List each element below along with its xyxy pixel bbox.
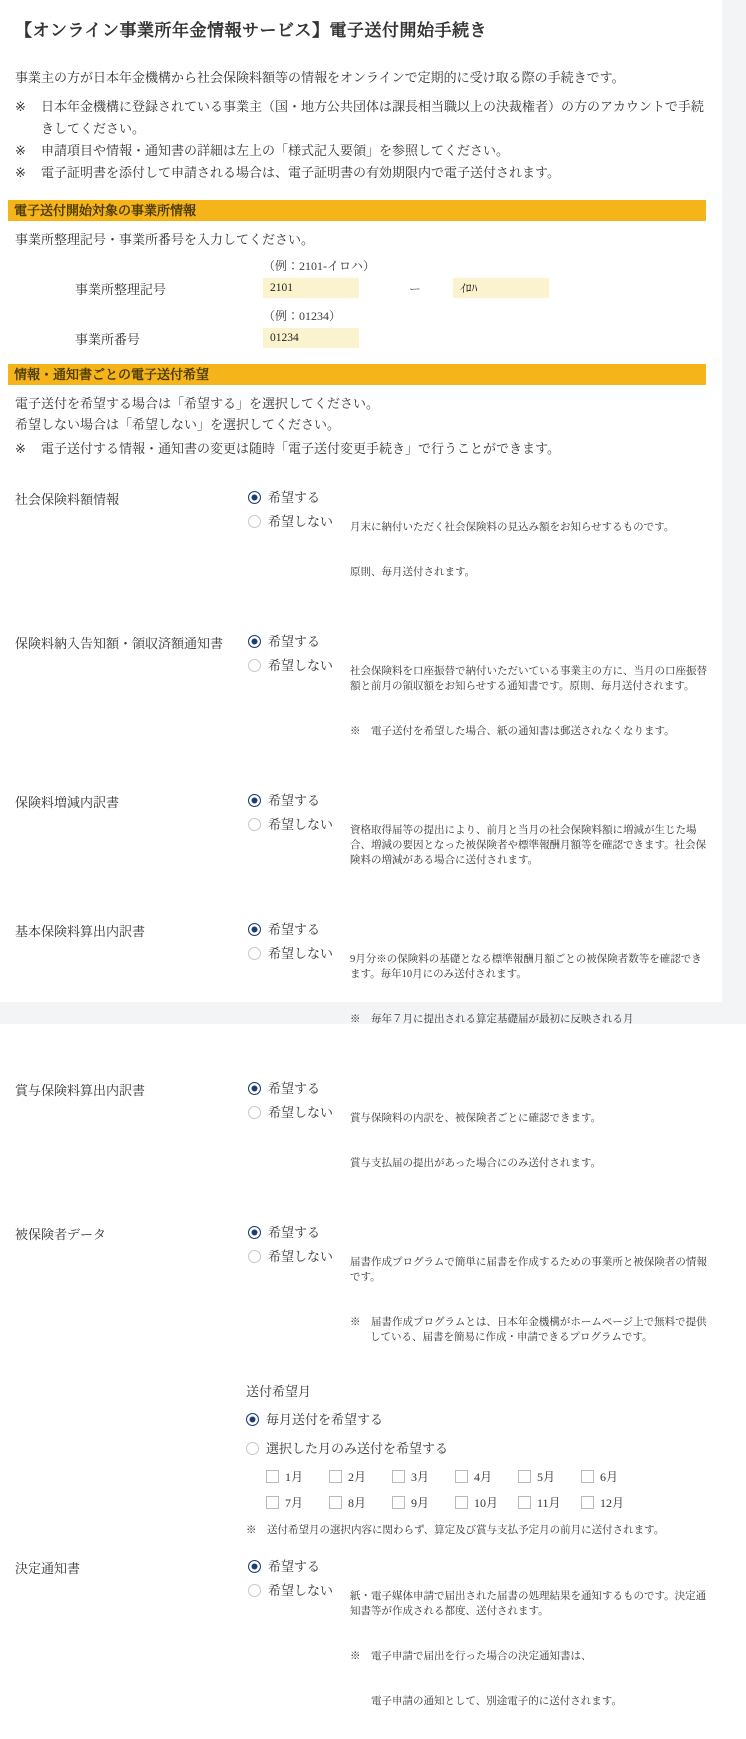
item-description xyxy=(350,1079,712,1201)
radio-group xyxy=(248,488,350,531)
item-label: 被保険者データ xyxy=(15,1227,107,1242)
radio-group xyxy=(248,1223,350,1266)
month-checkbox[interactable] xyxy=(455,1496,468,1509)
radio-label: 希望しない xyxy=(268,817,334,832)
month-option-nov[interactable] xyxy=(518,1494,581,1511)
description-line: 資格取得届等の提出により、前月と当月の社会保険料額に増減が生じた場合、増減の要因となった被保険者や標準報酬月額等を確認できます。社会保険料の増減がある場合に送付されます。 xyxy=(350,825,707,866)
radio-group xyxy=(248,920,350,963)
description-note-line: ※ 電子送付を希望した場合、紙の通知書は郵送されなくなります。 xyxy=(350,726,675,737)
radio-label: 希望しない xyxy=(268,1583,334,1598)
month-checkbox[interactable] xyxy=(329,1470,342,1483)
radio-label: 希望しない xyxy=(268,1105,334,1120)
month-checkbox[interactable] xyxy=(392,1496,405,1509)
radio-label: 希望しない xyxy=(268,514,334,529)
month-label: 6月 xyxy=(600,1470,619,1484)
office-number-input[interactable] xyxy=(263,328,359,348)
section-header-office: 電子送付開始対象の事業所情報 xyxy=(8,200,706,221)
note-item xyxy=(15,140,707,162)
month-option-may[interactable] xyxy=(518,1468,581,1485)
item-row-nonyu-kokuchi xyxy=(15,632,712,769)
radio-label: 希望する xyxy=(268,490,321,505)
radio-label: 希望しない xyxy=(268,946,334,961)
month-label: 2月 xyxy=(348,1470,367,1484)
note-item xyxy=(15,162,707,184)
radio-option-yes[interactable] xyxy=(248,1223,350,1242)
description-line: 賞与保険料の内訳を、被保険者ごとに確認できます。 xyxy=(350,1113,602,1124)
item-description xyxy=(350,1223,712,1375)
month-label: 5月 xyxy=(537,1470,556,1484)
radio-label: 希望する xyxy=(268,922,321,937)
radio-option-every-month[interactable] xyxy=(246,1410,712,1429)
radio-option-no[interactable] xyxy=(248,1103,350,1122)
month-option-jan[interactable] xyxy=(266,1468,329,1485)
radio-icon[interactable] xyxy=(248,635,261,648)
month-option-dec[interactable] xyxy=(581,1494,644,1511)
radio-option-yes[interactable] xyxy=(248,920,350,939)
item-description xyxy=(350,1557,712,1739)
month-option-apr[interactable] xyxy=(455,1468,518,1485)
month-label: 8月 xyxy=(348,1496,367,1510)
radio-option-no[interactable] xyxy=(248,512,350,531)
description-line: 原則、毎月送付されます。 xyxy=(350,567,476,578)
month-option-oct[interactable] xyxy=(455,1494,518,1511)
note-text: 日本年金機構に登録されている事業主（国・地方公共団体は課長相当職以上の決裁権者）の方のアカウントで手続きしてください。 xyxy=(41,99,704,136)
description-note-line: ※ 電子申請で届出を行った場合の決定通知書は、 xyxy=(350,1651,592,1662)
description-line: 社会保険料を口座振替で納付いただいている事業主の方に、当月の口座振替額と前月の領収額をお知らせする通知書です。原則、毎月送付されます。 xyxy=(350,666,707,692)
radio-label: 希望しない xyxy=(268,1249,334,1264)
month-block-title: 送付希望月 xyxy=(246,1384,312,1399)
month-checkbox[interactable] xyxy=(392,1470,405,1483)
note-marker: ※ xyxy=(15,99,26,114)
note-marker: ※ xyxy=(15,165,26,180)
separator-dash: ー xyxy=(409,281,422,296)
month-label: 9月 xyxy=(411,1496,430,1510)
radio-label: 希望する xyxy=(268,1081,321,1096)
radio-label: 希望する xyxy=(268,1559,321,1574)
radio-label: 希望する xyxy=(268,793,321,808)
radio-icon[interactable] xyxy=(246,1413,259,1426)
month-option-aug[interactable] xyxy=(329,1494,392,1511)
item-description xyxy=(350,920,712,1057)
radio-icon[interactable] xyxy=(248,515,261,528)
page-title: 【オンライン事業所年金情報サービス】電子送付開始手続き xyxy=(15,21,487,40)
office-seiri-kana-input[interactable] xyxy=(453,278,549,298)
bango-field-row xyxy=(0,328,722,348)
description-line: 9月分※の保険料の基礎となる標準報酬月額ごとの被保険者数等を確認できます。毎年10月にのみ送付されます。 xyxy=(350,954,702,980)
radio-group xyxy=(248,1557,350,1600)
month-checkbox[interactable] xyxy=(518,1496,531,1509)
month-label: 4月 xyxy=(474,1470,493,1484)
intro-text: 事業主の方が日本年金機構から社会保険料額等の情報をオンラインで定期的に受け取る際の手続きです。 xyxy=(15,70,625,85)
radio-icon[interactable] xyxy=(248,1560,261,1573)
seiri-example: （例：2101-イロハ） xyxy=(263,259,375,273)
radio-icon[interactable] xyxy=(248,491,261,504)
month-checkbox[interactable] xyxy=(581,1496,594,1509)
preference-instruction-2: 希望しない場合は「希望しない」を選択してください。 xyxy=(15,417,341,432)
item-row-shakai-hokenryo xyxy=(15,488,712,610)
seiri-label: 事業所整理記号 xyxy=(75,281,167,297)
item-description xyxy=(350,791,712,898)
month-label: 1月 xyxy=(285,1470,304,1484)
month-label: 3月 xyxy=(411,1470,430,1484)
item-row-kettei-tsuchisho xyxy=(15,1557,712,1739)
radio-icon[interactable] xyxy=(248,1584,261,1597)
description-line: 月末に納付いただく社会保険料の見込み額をお知らせするものです。 xyxy=(350,522,675,533)
month-checkbox[interactable] xyxy=(266,1496,279,1509)
radio-label: 希望する xyxy=(268,1225,321,1240)
month-checkbox[interactable] xyxy=(455,1470,468,1483)
bango-label: 事業所番号 xyxy=(75,331,141,347)
radio-icon[interactable] xyxy=(248,947,261,960)
description-line: 届書作成プログラムで簡単に届書を作成するための事業所と被保険者の情報です。 xyxy=(350,1257,707,1283)
radio-icon[interactable] xyxy=(248,1226,261,1239)
radio-label: 希望する xyxy=(268,634,321,649)
description-note-line: ※ 毎年７月に提出される算定基礎届が最初に反映される月 xyxy=(350,1014,634,1025)
description-note-line: 電子申請の通知として、別途電子的に送付されます。 xyxy=(350,1696,622,1707)
radio-group xyxy=(248,632,350,675)
item-row-hihokensha-data xyxy=(15,1223,712,1375)
section-header-preference: 情報・通知書ごとの電子送付希望 xyxy=(8,364,706,385)
item-description xyxy=(350,488,712,610)
item-label: 賞与保険料算出内訳書 xyxy=(15,1083,146,1098)
radio-icon[interactable] xyxy=(248,1106,261,1119)
preference-instruction-1: 電子送付を希望する場合は「希望する」を選択してください。 xyxy=(15,396,380,411)
sending-month-block xyxy=(246,1381,712,1537)
note-item xyxy=(15,438,707,460)
item-row-shoyo-sanshutsu xyxy=(15,1079,712,1201)
radio-icon[interactable] xyxy=(248,1082,261,1095)
month-checkbox[interactable] xyxy=(581,1470,594,1483)
month-label: 7月 xyxy=(285,1496,304,1510)
radio-label: 毎月送付を希望する xyxy=(266,1412,384,1427)
item-row-zogen-uchiwake xyxy=(15,791,712,898)
radio-option-no[interactable] xyxy=(248,1581,350,1600)
item-label: 決定通知書 xyxy=(15,1561,81,1576)
radio-icon[interactable] xyxy=(246,1442,259,1455)
radio-icon[interactable] xyxy=(248,659,261,672)
bango-example: （例：01234） xyxy=(263,309,342,323)
radio-option-yes[interactable] xyxy=(248,791,350,810)
preference-note xyxy=(15,438,707,460)
radio-icon[interactable] xyxy=(248,1250,261,1263)
radio-group xyxy=(248,791,350,834)
note-text: 電子証明書を添付して申請される場合は、電子証明書の有効期限内で電子送付されます。 xyxy=(41,165,560,180)
radio-icon[interactable] xyxy=(248,818,261,831)
note-marker: ※ xyxy=(15,143,26,158)
note-marker: ※ xyxy=(15,441,26,456)
preference-items xyxy=(0,488,722,1739)
month-label: 10月 xyxy=(474,1496,499,1510)
radio-option-yes[interactable] xyxy=(248,488,350,507)
office-seiri-code-input[interactable] xyxy=(263,278,359,298)
office-instruction: 事業所整理記号・事業所番号を入力してください。 xyxy=(15,232,315,247)
month-note: ※ 送付希望月の選択内容に関わらず、算定及び賞与支払予定月の前月に送付されます。 xyxy=(246,1525,665,1536)
month-option-sep[interactable] xyxy=(392,1494,455,1511)
month-label: 11月 xyxy=(537,1496,561,1510)
item-description xyxy=(350,632,712,769)
radio-option-no[interactable] xyxy=(248,1247,350,1266)
radio-option-yes[interactable] xyxy=(248,632,350,651)
radio-label: 希望しない xyxy=(268,658,334,673)
radio-option-selected-months[interactable] xyxy=(246,1439,712,1458)
radio-option-no[interactable] xyxy=(248,656,350,675)
month-option-jun[interactable] xyxy=(581,1468,644,1485)
item-row-kihon-sanshutsu xyxy=(15,920,712,1057)
radio-option-no[interactable] xyxy=(248,815,350,834)
description-note-line: ※ 届書作成プログラムとは、日本年金機構がホームページ上で無料で提供している、届書を簡易に作成・申請できるプログラムです。 xyxy=(350,1317,707,1343)
month-checkbox[interactable] xyxy=(329,1496,342,1509)
radio-group xyxy=(248,1079,350,1122)
month-label: 12月 xyxy=(600,1496,625,1510)
month-checkbox[interactable] xyxy=(518,1470,531,1483)
item-label: 社会保険料額情報 xyxy=(15,492,120,507)
radio-option-no[interactable] xyxy=(248,944,350,963)
seiri-field-row xyxy=(0,278,722,298)
page-notes xyxy=(15,96,707,184)
radio-icon[interactable] xyxy=(248,794,261,807)
radio-option-yes[interactable] xyxy=(248,1079,350,1098)
note-item xyxy=(15,96,707,140)
note-text: 申請項目や情報・通知書の詳細は左上の「様式記入要領」を参照してください。 xyxy=(41,143,510,158)
month-option-jul[interactable] xyxy=(266,1494,329,1511)
item-label: 基本保険料算出内訳書 xyxy=(15,924,146,939)
item-label: 保険料納入告知額・領収済額通知書 xyxy=(15,636,224,651)
radio-icon[interactable] xyxy=(248,923,261,936)
note-text: 電子送付する情報・通知書の変更は随時「電子送付変更手続き」で行うことができます。 xyxy=(41,441,560,456)
description-line: 賞与支払届の提出があった場合にのみ送付されます。 xyxy=(350,1158,602,1169)
description-line: 紙・電子媒体申請で届出された届書の処理結果を通知するものです。決定通知書等が作成される都度、送付されます。 xyxy=(350,1591,707,1617)
month-option-feb[interactable] xyxy=(329,1468,392,1485)
item-label: 保険料増減内訳書 xyxy=(15,795,120,810)
radio-label: 選択した月のみ送付を希望する xyxy=(266,1441,449,1456)
month-checkbox[interactable] xyxy=(266,1470,279,1483)
month-checkbox-grid xyxy=(266,1468,712,1511)
month-option-mar[interactable] xyxy=(392,1468,455,1485)
radio-option-yes[interactable] xyxy=(248,1557,350,1576)
